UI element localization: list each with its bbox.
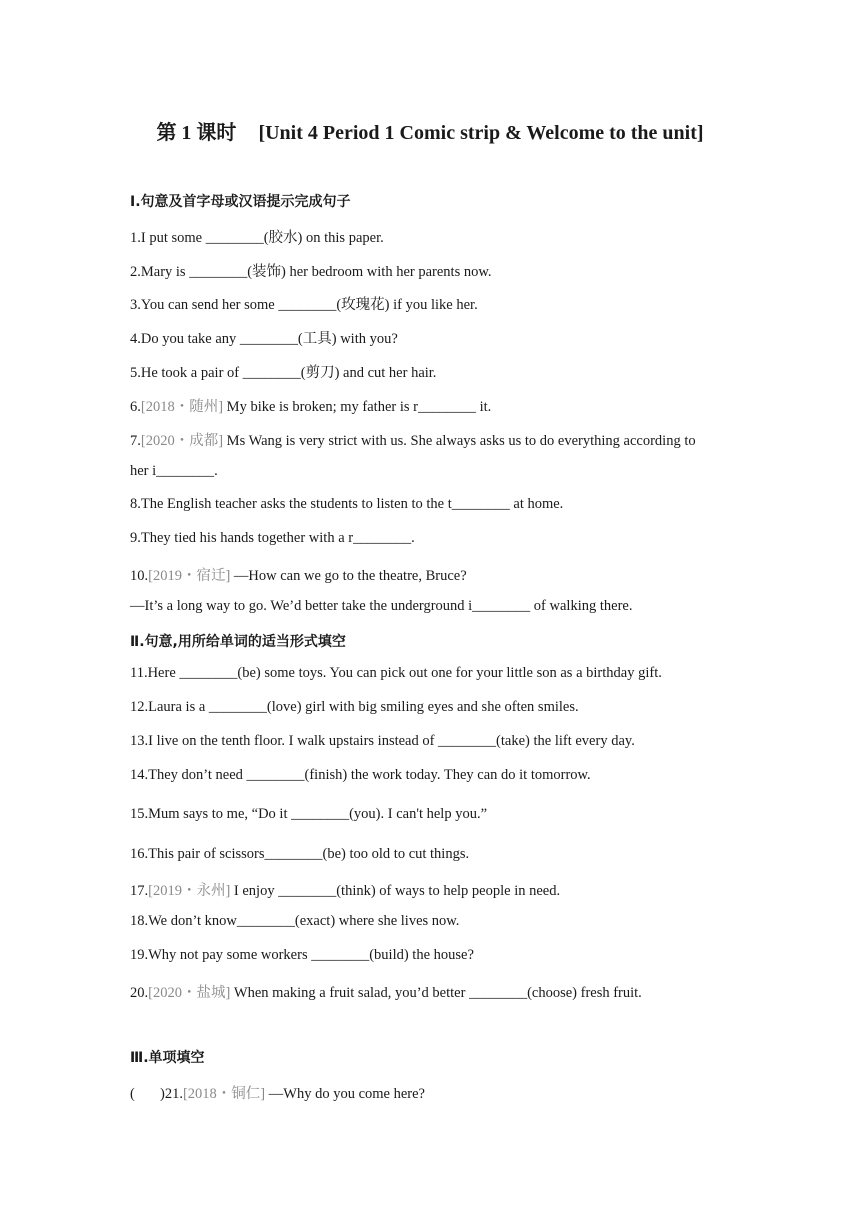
unit-label: [Unit 4 Period 1 Comic strip & Welcome to the unit] [258,122,704,144]
question-12: 12.Laura is a ________(love) girl with big smiling eyes and she often smiles. [130,699,579,715]
question-text: —How can we go to the theatre, Bruce? [230,568,467,584]
question-1: 1.I put some ________(胶水) on this paper. [130,230,384,246]
question-text: I enjoy ________(think) of ways to help people in need. [230,883,561,899]
question-7 [130,429,696,450]
question-14: 14.They don’t need ________(finish) the work today. They can do it tomorrow. [130,767,591,783]
question-source: [2018・铜仁] [182,1086,266,1102]
question-source: [2019・永州] [148,883,231,899]
question-number: 10. [130,568,149,584]
question-text: —Why do you come here? [265,1086,425,1102]
question-17 [130,879,560,900]
answer-paren-open: ( [130,1086,135,1102]
question-13: 13.I live on the tenth floor. I walk upstairs instead of ________(take) the lift every day. [130,733,635,749]
question-20 [130,981,642,1002]
question-text: Ms Wang is very strict with us. She always asks us to do everything according to [223,433,696,449]
question-18: 18.We don’t know________(exact) where she lives now. [130,913,460,929]
question-4: 4.Do you take any ________(工具) with you? [130,331,398,347]
question-number: 6. [130,399,141,415]
question-15: 15.Mum says to me, “Do it ________(you). I can't help you.” [130,806,487,822]
question-10-continued: —It’s a long way to go. We’d better take the underground i________ of walking there. [130,598,633,614]
question-2: 2.Mary is ________(装饰) her bedroom with her parents now. [130,264,492,280]
question-10 [130,564,467,585]
question-number: 17. [130,883,149,899]
section-heading-2: Ⅱ.句意,用所给单词的适当形式填空 [130,634,346,650]
question-6 [130,395,491,416]
section-heading-1: Ⅰ.句意及首字母或汉语提示完成句子 [130,194,351,210]
question-source: [2020・成都] [140,433,224,449]
question-text: When making a fruit salad, you’d better ________(choose) fresh fruit. [230,985,642,1001]
section-heading-3: Ⅲ.单项填空 [130,1050,205,1066]
question-21 [130,1082,425,1103]
question-16: 16.This pair of scissors________(be) too old to cut things. [130,846,470,862]
lesson-label: 第 1 课时 [156,122,237,144]
question-9: 9.They tied his hands together with a r________. [130,530,415,546]
question-number: )21. [160,1086,183,1102]
question-text: My bike is broken; my father is r________ it. [223,399,492,415]
question-3: 3.You can send her some ________(玫瑰花) if you like her. [130,297,478,313]
page-title [0,116,860,145]
question-8: 8.The English teacher asks the students to listen to the t________ at home. [130,496,564,512]
question-5: 5.He took a pair of ________(剪刀) and cut her hair. [130,365,437,381]
question-7-continued: her i________. [130,463,218,479]
question-19: 19.Why not pay some workers ________(build) the house? [130,947,474,963]
question-number: 20. [130,985,149,1001]
question-source: [2018・随州] [140,399,224,415]
question-source: [2020・盐城] [148,985,231,1001]
question-source: [2019・宿迁] [148,568,231,584]
question-11: 11.Here ________(be) some toys. You can pick out one for your little son as a birthday gift. [130,665,662,681]
question-number: 7. [130,433,141,449]
